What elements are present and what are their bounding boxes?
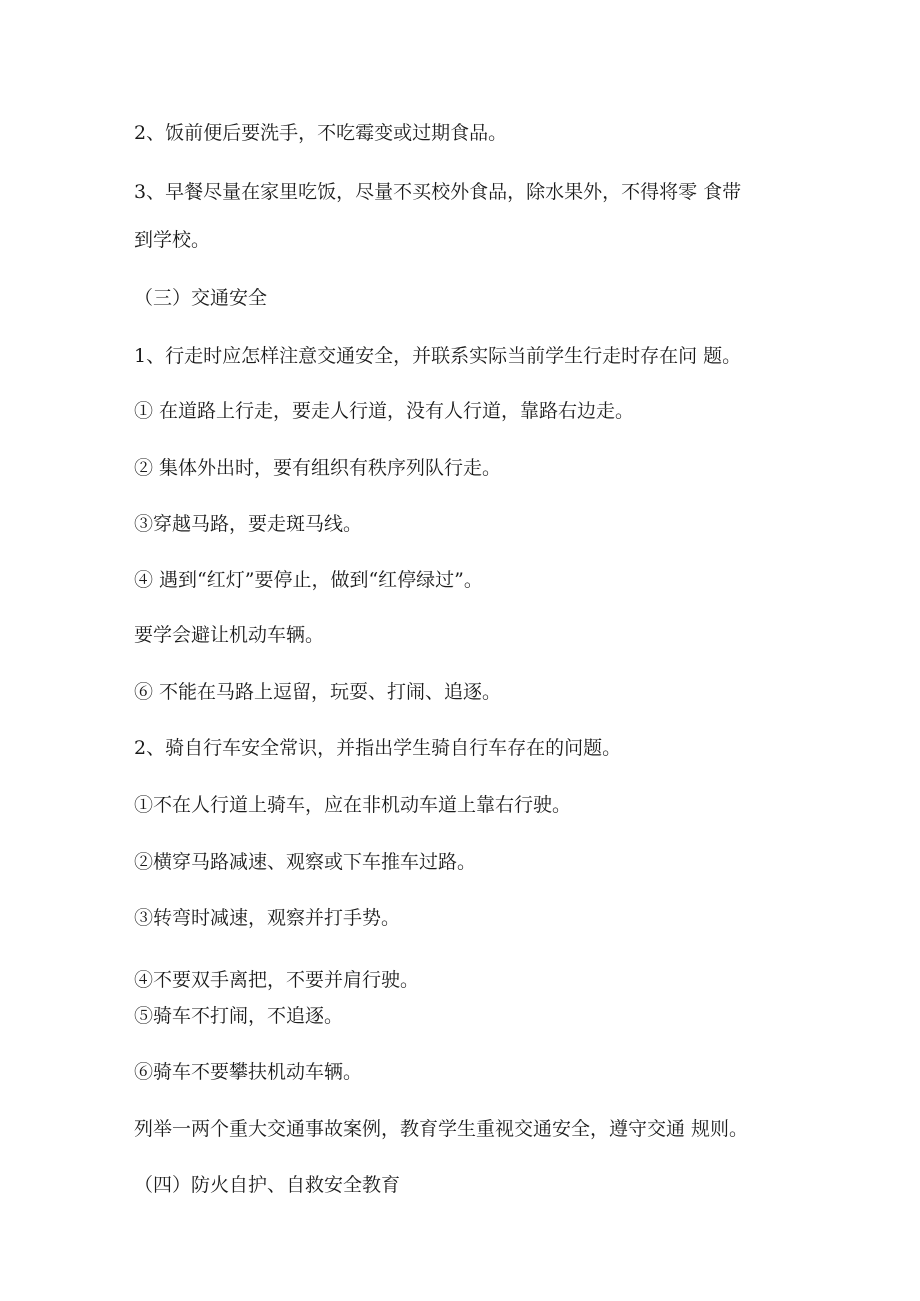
text-line: 2、饭前便后要洗手，不吃霉变或过期食品。: [134, 122, 508, 144]
text-line: 到学校。: [134, 229, 211, 251]
list-item: ③穿越马路，要走斑马线。: [134, 513, 363, 535]
list-item: ⑥ 不能在马路上逗留，玩耍、打闹、追逐。: [134, 681, 502, 703]
list-item: ① 在道路上行走，要走人行道，没有人行道，靠路右边走。: [134, 400, 635, 422]
text-line: 列举一两个重大交通事故案例，教育学生重视交通安全，遵守交通 规则。: [134, 1118, 749, 1140]
text-line: 2、骑自行车安全常识，并指出学生骑自行车存在的问题。: [134, 737, 622, 759]
text-line: 要学会避让机动车辆。: [134, 624, 325, 646]
text-line: 3、早餐尽量在家里吃饭，尽量不买校外食品，除水果外，不得将零 食带: [134, 181, 742, 203]
section-heading: （三）交通安全: [134, 287, 268, 309]
list-item: ①不在人行道上骑车，应在非机动车道上靠右行驶。: [134, 794, 572, 816]
list-item: ②横穿马路减速、观察或下车推车过路。: [134, 851, 477, 873]
list-item: ④不要双手离把，不要并肩行驶。: [134, 969, 420, 991]
list-item: ④ 遇到“红灯”要停止，做到“红停绿过”。: [134, 569, 483, 591]
text-line: 1、行走时应怎样注意交通安全，并联系实际当前学生行走时存在问 题。: [134, 345, 742, 367]
list-item: ⑥骑车不要攀扶机动车辆。: [134, 1061, 363, 1083]
section-heading: （四）防火自护、自救安全教育: [134, 1174, 401, 1196]
list-item: ⑤骑车不打闹，不追逐。: [134, 1005, 344, 1027]
list-item: ③转弯时减速，观察并打手势。: [134, 907, 401, 929]
list-item: ② 集体外出时，要有组织有秩序列队行走。: [134, 457, 502, 479]
